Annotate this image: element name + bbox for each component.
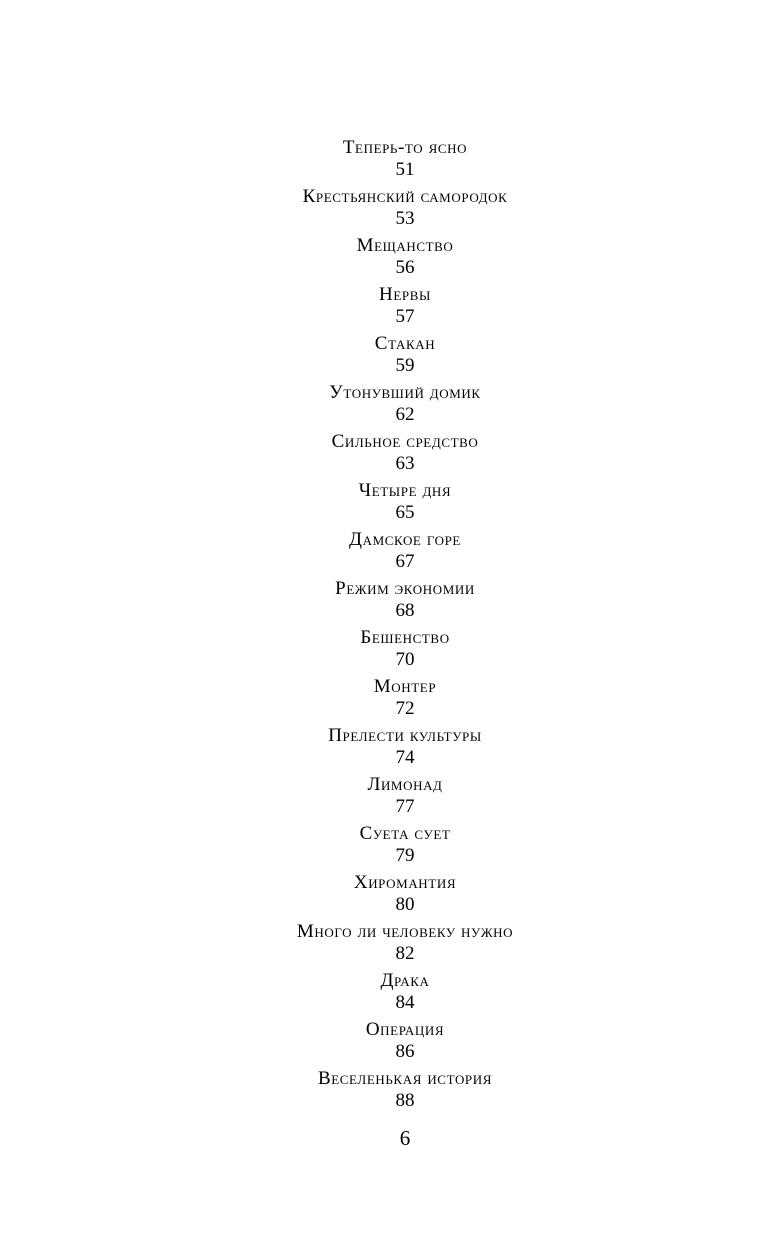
toc-entry-page: 84	[395, 992, 415, 1013]
toc-entry-page: 74	[395, 747, 415, 768]
toc-entry-title: Теперь-то ясно	[342, 137, 468, 158]
toc-entry	[105, 921, 705, 970]
toc-entry-page: 63	[395, 453, 415, 474]
toc-entry-title: Четыре дня	[358, 480, 452, 501]
table-of-contents	[105, 137, 705, 1117]
toc-entry-page: 79	[395, 845, 415, 866]
toc-entry	[105, 578, 705, 627]
toc-entry-page: 53	[395, 208, 415, 229]
toc-entry-title: Операция	[365, 1019, 445, 1040]
toc-entry-page: 80	[395, 894, 415, 915]
toc-entry	[105, 480, 705, 529]
toc-entry-title: Много ли человеку нужно	[296, 921, 514, 942]
toc-entry	[105, 774, 705, 823]
toc-entry	[105, 627, 705, 676]
toc-entry-title: Режим экономии	[335, 578, 475, 599]
toc-entry	[105, 529, 705, 578]
toc-entry-page: 77	[395, 796, 415, 817]
page-number: 6	[399, 1126, 411, 1150]
toc-entry-page: 57	[395, 306, 415, 327]
toc-entry-title: Суета сует	[359, 823, 451, 844]
toc-entry-title: Дамское горе	[349, 529, 461, 550]
toc-entry-title: Монтер	[373, 676, 437, 697]
toc-entry	[105, 431, 705, 480]
toc-entry-page: 67	[395, 551, 415, 572]
toc-entry-title: Лимонад	[367, 774, 443, 795]
toc-entry	[105, 382, 705, 431]
toc-entry-title: Нервы	[379, 284, 431, 305]
toc-entry	[105, 872, 705, 921]
toc-entry	[105, 970, 705, 1019]
toc-entry-page: 51	[395, 159, 415, 180]
toc-entry-title: Утонувший домик	[329, 382, 481, 403]
toc-entry-page: 72	[395, 698, 415, 719]
toc-entry	[105, 235, 705, 284]
toc-entry	[105, 725, 705, 774]
toc-entry-page: 62	[395, 404, 415, 425]
toc-entry-title: Драка	[380, 970, 430, 991]
toc-entry	[105, 137, 705, 186]
toc-entry-title: Стакан	[374, 333, 436, 354]
toc-entry-page: 88	[395, 1090, 415, 1111]
toc-entry	[105, 1019, 705, 1068]
toc-entry	[105, 1068, 705, 1117]
toc-entry-page: 68	[395, 600, 415, 621]
toc-entry-page: 82	[395, 943, 415, 964]
toc-entry	[105, 676, 705, 725]
toc-entry	[105, 333, 705, 382]
toc-entry-title: Прелести культуры	[328, 725, 482, 746]
toc-entry-page: 56	[395, 257, 415, 278]
toc-entry-page: 65	[395, 502, 415, 523]
toc-entry	[105, 186, 705, 235]
toc-entry-page: 70	[395, 649, 415, 670]
toc-entry	[105, 823, 705, 872]
toc-entry-page: 59	[395, 355, 415, 376]
toc-entry	[105, 284, 705, 333]
toc-entry-title: Сильное средство	[331, 431, 479, 452]
toc-entry-page: 86	[395, 1041, 415, 1062]
toc-entry-title: Бешенство	[360, 627, 450, 648]
toc-entry-title: Мещанство	[356, 235, 454, 256]
toc-entry-title: Веселенькая история	[317, 1068, 493, 1089]
toc-entry-title: Хиромантия	[353, 872, 457, 893]
toc-entry-title: Крестьянский самородок	[302, 186, 508, 207]
